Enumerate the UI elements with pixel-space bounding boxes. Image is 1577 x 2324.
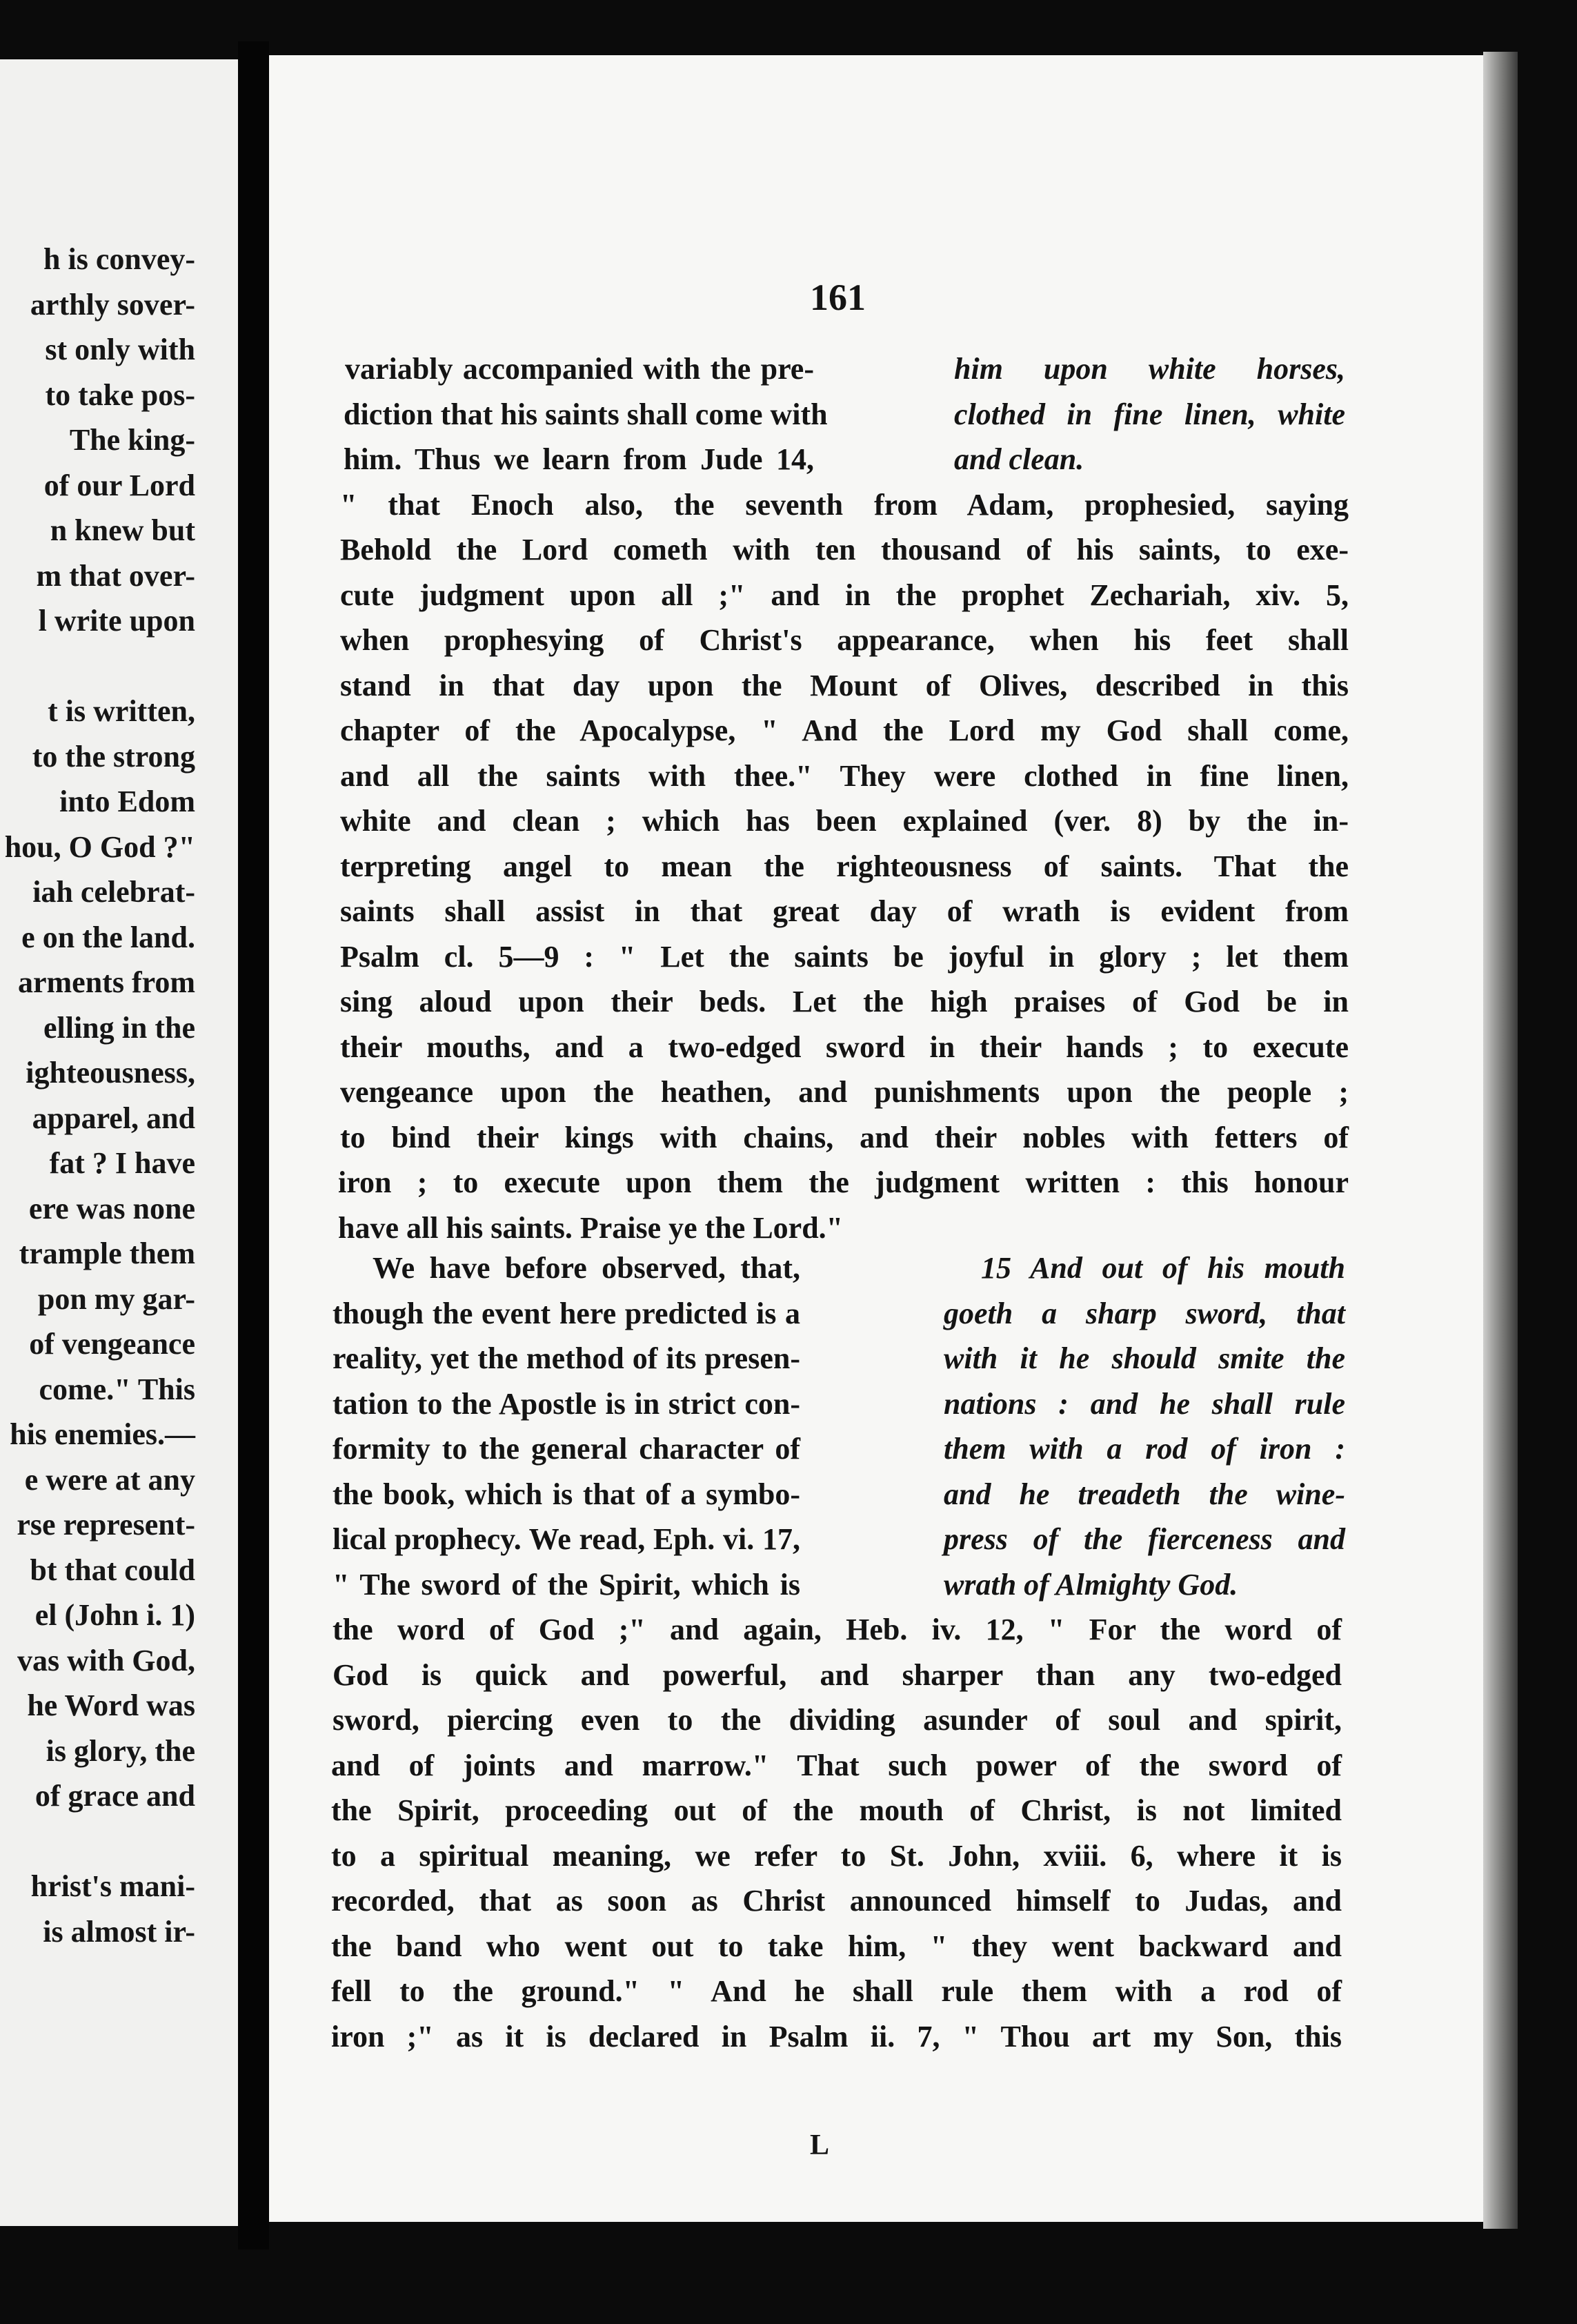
left-page-line: h is convey- [43, 242, 195, 276]
text-line: sword, piercing even to the dividing asunder of soul and spirit, [333, 1703, 1342, 1737]
left-page-line: bt that could [30, 1553, 195, 1587]
left-page-line: arthly sover- [30, 287, 195, 322]
text-line: " The sword of the Spirit, which is [333, 1567, 800, 1602]
text-line: lical prophecy. We read, Eph. vi. 17, [333, 1522, 800, 1556]
text-line: saints shall assist in that great day of wrath is evident from [340, 894, 1349, 928]
left-page-line: m that over- [36, 558, 195, 593]
left-page [0, 59, 238, 2226]
left-page-line: into Edom [59, 785, 195, 818]
left-page-line: l write upon [38, 604, 195, 638]
text-line: white and clean ; which has been explained (ver. 8) by the in- [340, 804, 1349, 838]
left-page-line: iah celebrat- [32, 875, 195, 909]
left-page-line: apparel, and [32, 1101, 195, 1135]
signature-mark: L [810, 2129, 830, 2161]
verse-line: nations : and he shall rule [944, 1386, 1345, 1421]
left-page-line: to take pos- [45, 377, 195, 412]
text-line: " that Enoch also, the seventh from Adam, prophesied, saying [340, 487, 1349, 522]
left-page-line: of vengeance [29, 1327, 195, 1361]
page-number: 161 [810, 277, 866, 318]
left-page-line: of grace and [34, 1779, 195, 1813]
text-line: and all the saints with thee." They were clothed in fine linen, [340, 758, 1349, 793]
verse-line: and clean. [954, 442, 1084, 476]
text-line: the Spirit, proceeding out of the mouth of Christ, is not limited [331, 1793, 1342, 1827]
text-line: have all his saints. Praise ye the Lord." [338, 1210, 844, 1245]
text-line: him. Thus we learn from Jude 14, [344, 442, 814, 476]
text-line: chapter of the Apocalypse, " And the Lord my God shall come, [340, 713, 1349, 747]
left-page-line: t is written, [48, 694, 195, 728]
verse-line: goeth a sharp sword, that [944, 1296, 1345, 1330]
left-page-line: come." This [39, 1372, 195, 1406]
text-line: recorded, that as soon as Christ announced himself to Judas, and [331, 1884, 1342, 1918]
text-line: formity to the general character of [333, 1432, 800, 1466]
text-line: and of joints and marrow." That such power of the sword of [331, 1748, 1342, 1782]
text-line: diction that his saints shall come with [344, 397, 828, 431]
text-line: God is quick and powerful, and sharper than any two-edged [333, 1657, 1342, 1692]
text-line: to a spiritual meaning, we refer to St. John, xviii. 6, where it is [331, 1838, 1342, 1873]
page-edge [1483, 52, 1518, 2229]
text-line: tation to the Apostle is in strict con- [333, 1386, 800, 1421]
text-line: terpreting angel to mean the righteousness of saints. That the [340, 849, 1349, 883]
text-line: the band who went out to take him, " they went backward and [331, 1929, 1342, 1963]
left-page-line: fat ? I have [49, 1146, 195, 1180]
verse-line: and he treadeth the wine- [944, 1477, 1345, 1511]
text-line: stand in that day upon the Mount of Olives, described in this [340, 668, 1349, 702]
text-line: the word of God ;" and again, Heb. iv. 12, " For the word of [333, 1613, 1342, 1646]
text-line: vengeance upon the heathen, and punishments upon the people ; [340, 1075, 1349, 1109]
verse-line: with it he should smite the [944, 1341, 1345, 1375]
left-page-line: elling in the [43, 1010, 195, 1045]
left-page-line: he Word was [27, 1688, 195, 1722]
text-line: iron ; to execute upon them the judgment written : this honour [338, 1165, 1349, 1199]
text-line: to bind their kings with chains, and their nobles with fetters of [340, 1120, 1349, 1154]
left-page-line: vas with God, [17, 1643, 195, 1677]
text-line: reality, yet the method of its presen- [333, 1341, 800, 1375]
left-page-line: pon my gar- [37, 1281, 195, 1316]
text-line: cute judgment upon all ;" and in the prophet Zechariah, xiv. 5, [340, 578, 1349, 612]
text-line: when prophesying of Christ's appearance, when his feet shall [340, 623, 1349, 657]
left-page-line: to the strong [32, 739, 195, 774]
right-page [269, 55, 1518, 2222]
left-page-line: trample them [19, 1237, 195, 1270]
verse-line: wrath of Almighty God. [944, 1567, 1238, 1602]
text-line: the book, which is that of a symbo- [333, 1477, 800, 1511]
left-page-line: n knew but [50, 513, 195, 547]
verse-line: 15 And out of his mouth [981, 1251, 1345, 1285]
left-page-line: e were at any [24, 1462, 195, 1497]
text-line: Psalm cl. 5—9 : " Let the saints be joyful in glory ; let them [340, 939, 1349, 974]
book-gutter [238, 41, 269, 2249]
verse-line: clothed in fine linen, white [954, 397, 1345, 431]
left-page-line: st only with [45, 333, 195, 366]
verse-line: them with a rod of iron : [944, 1432, 1345, 1466]
verse-line: press of the fierceness and [944, 1522, 1345, 1556]
left-page-line: The king- [69, 423, 195, 457]
left-page-line: his enemies.— [10, 1417, 195, 1451]
verse-line: him upon white horses, [954, 352, 1345, 386]
left-page-line: arments from [18, 965, 195, 999]
left-page-line: ere was none [28, 1191, 195, 1225]
left-page-line: of our Lord [43, 468, 195, 502]
text-line: variably accompanied with the pre- [345, 352, 814, 386]
left-page-line: rse represent- [17, 1508, 195, 1542]
left-page-line: el (John i. 1) [34, 1598, 195, 1632]
text-line: though the event here predicted is a [333, 1296, 800, 1330]
text-line: We have before observed, that, [373, 1251, 800, 1285]
left-page-line: ighteousness, [26, 1056, 195, 1090]
text-line: iron ;" as it is declared in Psalm ii. 7, " Thou art my Son, this [331, 2019, 1342, 2054]
left-page-line: is almost ir- [43, 1914, 195, 1949]
left-page-line: is glory, the [46, 1733, 195, 1768]
left-page-line: hou, O God ?" [4, 829, 195, 864]
text-line: Behold the Lord cometh with ten thousand of his saints, to exe- [340, 533, 1349, 567]
text-line: sing aloud upon their beds. Let the high praises of God be in [340, 985, 1349, 1018]
text-line: their mouths, and a two-edged sword in their hands ; to execute [340, 1030, 1349, 1064]
left-page-line: e on the land. [21, 920, 195, 954]
text-line: fell to the ground." " And he shall rule them with a rod of [331, 1974, 1342, 2008]
left-page-line: hrist's mani- [30, 1869, 195, 1903]
